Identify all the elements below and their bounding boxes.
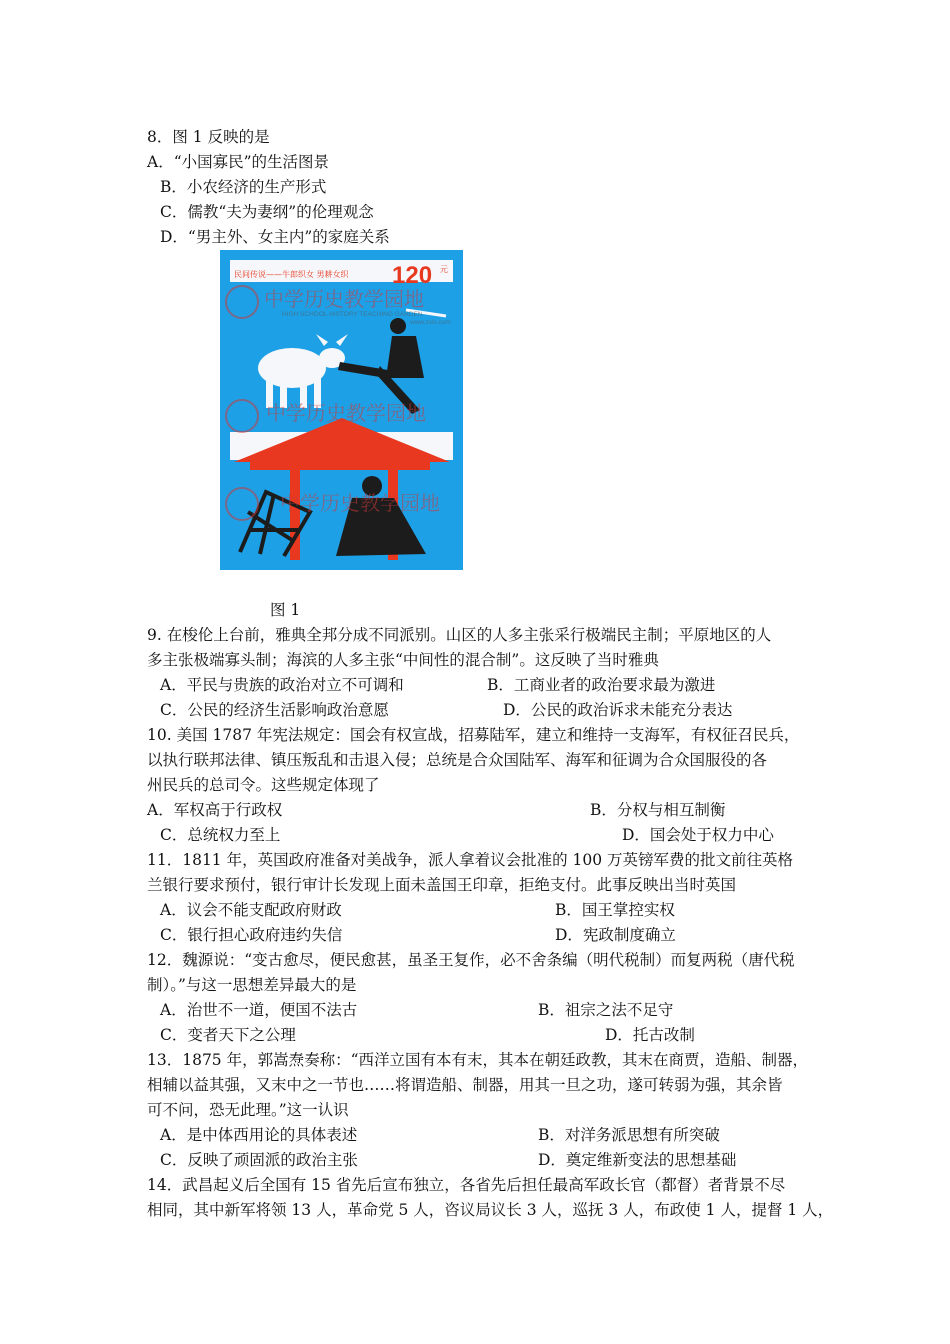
q14-stem-line-2: 相同，其中新军将领 13 人，革命党 5 人，咨议局议长 3 人，巡抚 3 人，布政使 1 人，提督 1 人， <box>147 1201 834 1219</box>
q13-stem-line-1: 13．1875 年，郭嵩焘奏称：“西洋立国有本有末，其本在朝廷政教，其末在商贾，造船、制器， <box>147 1051 809 1069</box>
q9-option-d: D．公民的政治诉求未能充分表达 <box>503 701 733 719</box>
q10-stem-line-2: 以执行联邦法律、镇压叛乱和击退入侵；总统是合众国陆军、海军和征调为合众国服役的各 <box>147 751 768 769</box>
q12-option-a: A．治世不一道，便国不法古 <box>160 1001 358 1019</box>
q8-option-d: D．“男主外、女主内”的家庭关系 <box>160 228 390 246</box>
watermark-en-1: HIGH SCHOOL HISTORY TEACHING GARDEN <box>282 311 423 318</box>
q14-stem-line-1: 14．武昌起义后全国有 15 省先后宣布独立，各省先后担任最高军政长官（都督）者背景不尽 <box>147 1176 786 1194</box>
q13-option-b: B．对洋务派思想有所突破 <box>538 1126 720 1144</box>
q10-stem-line-3: 州民兵的总司令。这些规定体现了 <box>147 776 380 794</box>
q9-stem-line-2: 多主张极端寡头制；海滨的人多主张“中间性的混合制”。这反映了当时雅典 <box>147 651 659 669</box>
q8-option-c: C．儒教“夫为妻纲”的伦理观念 <box>160 203 374 221</box>
q9-option-c: C．公民的经济生活影响政治意愿 <box>160 701 389 719</box>
q12-stem-line-2: 制）。”与这一思想差异最大的是 <box>147 976 357 994</box>
q10-option-c: C．总统权力至上 <box>160 826 281 844</box>
q13-stem-line-3: 可不问，恐无此理。”这一认识 <box>147 1101 349 1119</box>
q12-stem-line-1: 12．魏源说：“变古愈尽，便民愈甚，虽圣王复作，必不舍条编（明代税制）而复两税（唐代税 <box>147 951 795 969</box>
q11-stem-line-2: 兰银行要求预付，银行审计长发现上面未盖国王印章，拒绝支付。此事反映出当时英国 <box>147 876 737 894</box>
watermark-text-2: 中学历史教学园地 <box>266 401 426 425</box>
q11-option-b: B．国王掌控实权 <box>555 901 675 919</box>
q9-option-b: B．工商业者的政治要求最为激进 <box>487 676 716 694</box>
watermark-text-3: 中学历史教学园地 <box>280 491 440 515</box>
q10-option-d: D．国会处于权力中心 <box>622 826 774 844</box>
figure-1-caption: 图 1 <box>270 601 301 619</box>
q13-option-d: D．奠定维新变法的思想基础 <box>538 1151 737 1169</box>
q13-stem-line-2: 相辅以益其强，又末中之一节也……将谓造船、制器，用其一旦之功，遂可转弱为强，其余皆 <box>147 1076 783 1094</box>
q11-option-a: A．议会不能支配政府财政 <box>160 901 342 919</box>
q13-option-c: C．反映了顽固派的政治主张 <box>160 1151 358 1169</box>
q13-option-a: A．是中体西用论的具体表述 <box>160 1126 358 1144</box>
stamp-value: 120 <box>392 262 433 289</box>
q12-option-b: B．祖宗之法不足守 <box>538 1001 674 1019</box>
q10-stem-line-1: 10. 美国 1787 年宪法规定：国会有权宣战，招募陆军，建立和维持一支海军，有权征召民兵， <box>147 726 800 744</box>
figure-1-stamp <box>220 250 463 570</box>
q12-option-d: D．托古改制 <box>605 1026 695 1044</box>
q10-option-b: B．分权与相互制衡 <box>590 801 726 819</box>
stamp-unit: 元 <box>440 265 448 274</box>
q12-option-c: C．变者天下之公理 <box>160 1026 296 1044</box>
q11-stem-line-1: 11．1811 年，英国政府准备对美战争，派人拿着议会批准的 100 万英镑军费的批文前往英格 <box>147 851 794 869</box>
stamp-header: 民间传说——牛郎织女 男耕女织 <box>234 270 349 279</box>
q8-stem: 8．图 1 反映的是 <box>147 128 270 146</box>
q10-option-a: A．军权高于行政权 <box>147 801 283 819</box>
watermark-url-1: www.zxls.com <box>410 319 451 326</box>
q11-option-d: D．宪政制度确立 <box>555 926 676 944</box>
watermark-text-1: 中学历史教学园地 <box>264 287 424 311</box>
q9-stem-line-1: 9. 在梭伦上台前，雅典全邦分成不同派别。山区的人多主张采行极端民主制；平原地区的人 <box>147 626 772 644</box>
q9-option-a: A．平民与贵族的政治对立不可调和 <box>160 676 404 694</box>
q11-option-c: C．银行担心政府违约失信 <box>160 926 343 944</box>
q8-option-b: B．小农经济的生产形式 <box>160 178 327 196</box>
q8-option-a: A．“小国寡民”的生活图景 <box>147 153 330 171</box>
